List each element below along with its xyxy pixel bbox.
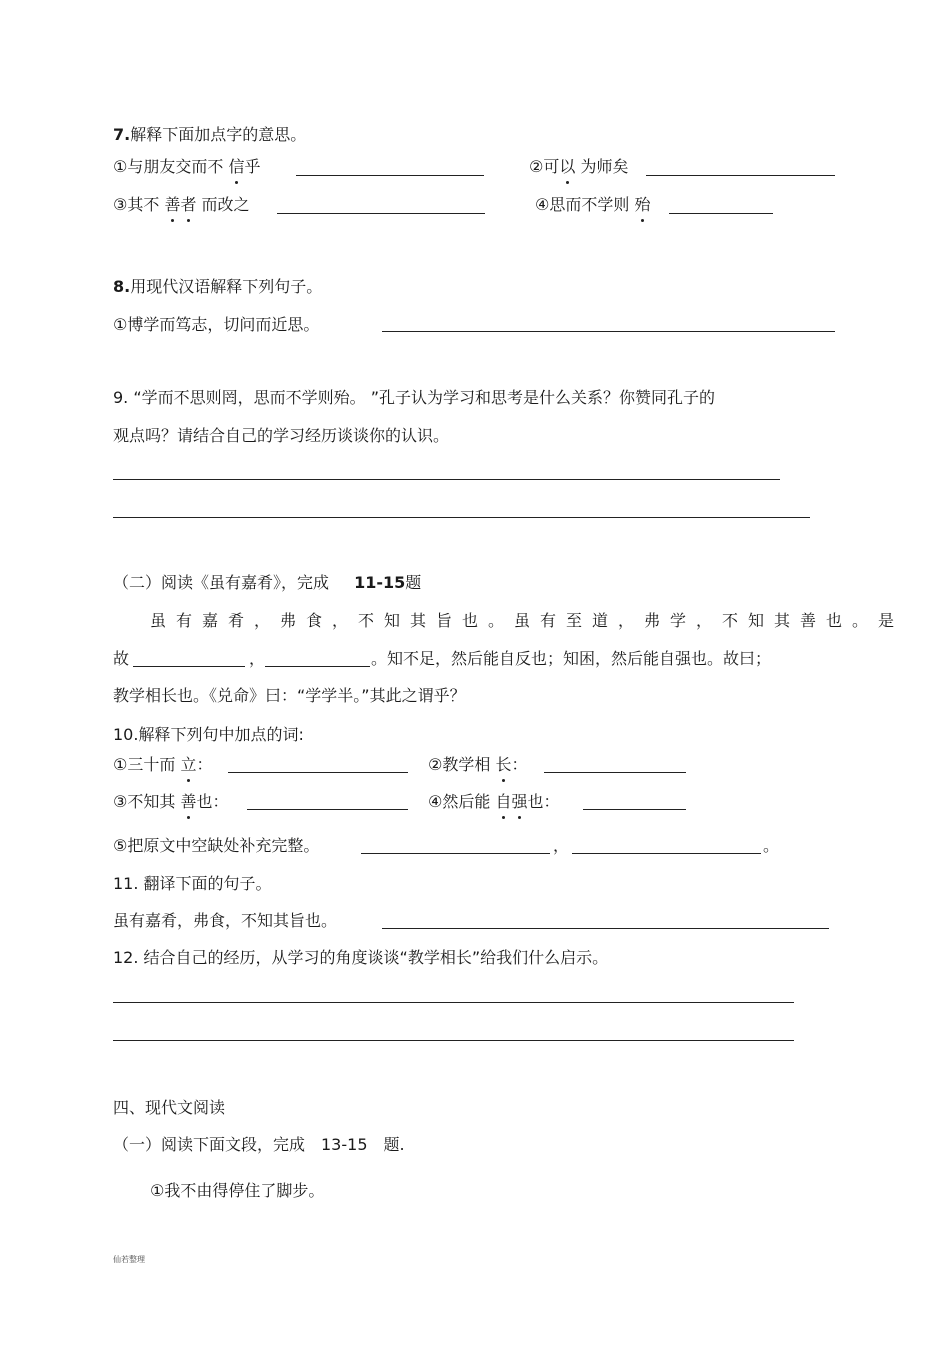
q11-answer-line[interactable] bbox=[382, 928, 829, 929]
q11-sentence: 虽有嘉肴，弗食，不知其旨也。 bbox=[113, 911, 338, 930]
q10-item5-answer-line-2[interactable] bbox=[572, 853, 761, 854]
passage-line2-start: 故 bbox=[113, 649, 130, 668]
q10-item1-prefix: ①三十而 bbox=[113, 755, 181, 774]
q7-heading bbox=[113, 125, 306, 145]
q7-number: 7. bbox=[113, 125, 131, 144]
section4-paragraph1: ①我不由得停住了脚步。 bbox=[150, 1181, 325, 1200]
q10-item3-prefix: ③不知其 bbox=[113, 792, 181, 811]
q7-item1 bbox=[113, 157, 260, 177]
q7-item3-answer-line[interactable] bbox=[277, 213, 485, 214]
q7-item1-suffix: 乎 bbox=[244, 157, 261, 176]
q8-answer-line[interactable] bbox=[382, 331, 835, 332]
q12-answer-line-1[interactable] bbox=[113, 1002, 794, 1003]
q10-item4-dotted-char-2: 强 bbox=[511, 792, 528, 811]
q7-item3-suffix: 而改之 bbox=[196, 195, 250, 214]
q10-item3-dotted-char: 善 bbox=[180, 792, 197, 811]
q10-item5-comma: ， bbox=[553, 836, 570, 855]
q8-heading bbox=[113, 277, 322, 297]
q7-item2-dotted-char: 以 bbox=[559, 157, 576, 176]
section4-subheading: （一）阅读下面文段，完成 13-15 题. bbox=[113, 1135, 405, 1154]
q10-item2 bbox=[428, 755, 527, 775]
q7-item2-answer-line[interactable] bbox=[646, 175, 835, 176]
q10-title: 10.解释下列句中加点的词: bbox=[113, 725, 304, 744]
q7-item3-dotted-char-1: 善 bbox=[164, 195, 181, 214]
section2-heading bbox=[113, 573, 421, 593]
passage-blank-2[interactable] bbox=[265, 666, 370, 667]
q9-question-line1: 9. “学而不思则罔，思而不学则殆。 ”孔子认为学习和思考是什么关系？你赞同孔子的 bbox=[113, 388, 716, 407]
section2-heading-prefix: （二）阅读《虽有嘉肴》，完成 bbox=[113, 573, 335, 592]
q10-item2-prefix: ②教学相 bbox=[428, 755, 496, 774]
q8-title: 用现代汉语解释下列句子。 bbox=[130, 277, 323, 296]
section2-question-range: 11-15 bbox=[354, 573, 406, 592]
q8-item1: ①博学而笃志，切问而近思。 bbox=[113, 315, 320, 334]
q7-item1-answer-line[interactable] bbox=[296, 175, 484, 176]
q10-item5-answer-line-1[interactable] bbox=[361, 853, 550, 854]
q10-item4-suffix: 也： bbox=[527, 792, 560, 811]
q7-item2-suffix: 为师矣 bbox=[575, 157, 629, 176]
passage-line1: 虽有嘉肴，弗食，不知其旨也。虽有至道，弗学，不知其善也。是 bbox=[150, 611, 905, 630]
q7-item4 bbox=[535, 195, 650, 215]
q10-item5-end: 。 bbox=[763, 836, 780, 855]
q7-item3-prefix: ③其不 bbox=[113, 195, 165, 214]
q10-item1 bbox=[113, 755, 212, 775]
section2-heading-suffix: 题 bbox=[405, 573, 422, 592]
q9-answer-line-2[interactable] bbox=[113, 517, 810, 518]
q7-item4-dotted-char: 殆 bbox=[634, 195, 651, 214]
q7-item1-prefix: ①与朋友交而不 bbox=[113, 157, 229, 176]
q7-item4-answer-line[interactable] bbox=[669, 213, 773, 214]
passage-line2-comma: ， bbox=[249, 649, 266, 668]
passage-line3: 教学相长也。《兑命》曰：“学学半。”其此之谓乎？ bbox=[113, 686, 466, 705]
q10-item5: ⑤把原文中空缺处补充完整。 bbox=[113, 836, 320, 855]
q10-item3 bbox=[113, 792, 228, 812]
page-footer: 仙若整理 bbox=[113, 1255, 145, 1264]
q10-item2-suffix: ： bbox=[511, 755, 528, 774]
section4-title: 四、现代文阅读 bbox=[113, 1098, 226, 1117]
q10-item2-dotted-char: 长 bbox=[495, 755, 512, 774]
q10-item1-answer-line[interactable] bbox=[228, 772, 408, 773]
q9-question-line2: 观点吗？请结合自己的学习经历谈谈你的认识。 bbox=[113, 426, 450, 445]
passage-line2-rest: 。知不足，然后能自反也；知困，然后能自强也。故曰； bbox=[371, 649, 772, 668]
q7-item2-prefix: ②可 bbox=[529, 157, 560, 176]
q11-title: 11. 翻译下面的句子。 bbox=[113, 874, 272, 893]
q10-item4-prefix: ④然后能 bbox=[428, 792, 496, 811]
q7-item1-dotted-char: 信 bbox=[228, 157, 245, 176]
q9-answer-line-1[interactable] bbox=[113, 479, 780, 480]
passage-blank-1[interactable] bbox=[133, 666, 245, 667]
q7-item4-prefix: ④思而不学则 bbox=[535, 195, 635, 214]
q7-item3-dotted-char-2: 者 bbox=[180, 195, 197, 214]
q10-item4 bbox=[428, 792, 559, 812]
q10-item3-suffix: 也： bbox=[196, 792, 229, 811]
q7-item3 bbox=[113, 195, 250, 215]
q10-item1-dotted-char: 立 bbox=[180, 755, 197, 774]
q10-item4-dotted-char-1: 自 bbox=[495, 792, 512, 811]
q8-number: 8. bbox=[113, 277, 131, 296]
q12-answer-line-2[interactable] bbox=[113, 1040, 794, 1041]
q7-item2 bbox=[529, 157, 628, 177]
q10-item3-answer-line[interactable] bbox=[247, 809, 408, 810]
q12-title: 12. 结合自己的经历，从学习的角度谈谈“教学相长”给我们什么启示。 bbox=[113, 948, 609, 967]
q10-item4-answer-line[interactable] bbox=[583, 809, 686, 810]
q10-item1-suffix: ： bbox=[196, 755, 213, 774]
q7-title: 解释下面加点字的意思。 bbox=[130, 125, 307, 144]
q10-item2-answer-line[interactable] bbox=[544, 772, 686, 773]
